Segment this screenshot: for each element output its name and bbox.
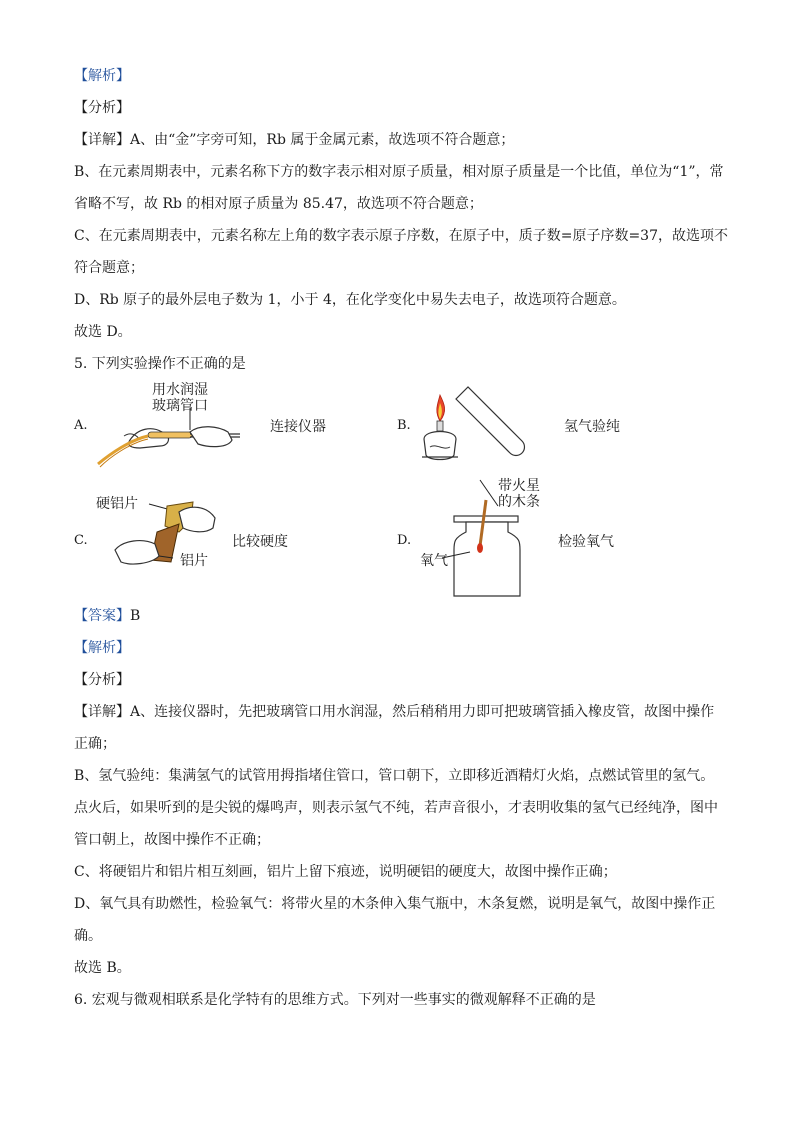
- explanation-text: A、由“金”字旁可知，Rb 属于金属元素，故选项不符合题意；: [130, 132, 515, 148]
- question-title: 5. 下列实验操作不正确的是: [74, 356, 246, 372]
- detail-tag: 【详解】: [74, 132, 130, 148]
- explanation-line: B、氢气验纯：集满氢气的试管用拇指堵住管口，管口朝下，立即移近酒精灯火焰，点燃试管里的氢气。: [74, 768, 715, 784]
- option-c-note: 硬铝片: [96, 496, 138, 512]
- option-a-note: 用水润湿: [152, 382, 208, 398]
- option-c-letter: C.: [74, 533, 88, 548]
- analysis-heading: 【解析】: [74, 640, 130, 656]
- explanation-line: C、在元素周期表中，元素名称左上角的数字表示原子序数，在原子中，质子数=原子序数=37，故选项不: [74, 228, 728, 244]
- option-d-note: 氧气: [420, 553, 448, 569]
- option-d-note: 带火星: [498, 478, 540, 494]
- option-c-note: 铝片: [180, 553, 208, 569]
- explanation-line: D、Rb 原子的最外层电子数为 1，小于 4，在化学变化中易失去电子，故选项符合题意。: [74, 292, 626, 308]
- conclusion-line: 故选 B。: [74, 960, 131, 976]
- explanation-line: 点火后，如果听到的是尖锐的爆鸣声，则表示氢气不纯，若声音很小，才表明收集的氢气已经纯净，图中: [74, 800, 718, 816]
- explanation-line: C、将硬铝片和铝片相互刻画，铝片上留下痕迹，说明硬铝的硬度大，故图中操作正确；: [74, 864, 617, 880]
- hardness-comparison-figure: [95, 498, 235, 578]
- option-d-letter: D.: [397, 533, 412, 548]
- option-a-label: 连接仪器: [270, 419, 326, 435]
- conclusion-line: 故选 D。: [74, 324, 132, 340]
- explanation-line: 确。: [74, 928, 102, 944]
- answer-tag: 【答案】: [74, 608, 130, 624]
- option-a-letter: A.: [74, 418, 88, 433]
- explanation-line: 符合题意；: [74, 260, 144, 276]
- oxygen-test-figure: [440, 480, 550, 600]
- explanation-line: D、氧气具有助燃性，检验氧气：将带火星的木条伸入集气瓶中，木条复燃，说明是氧气，故图中操作正: [74, 896, 716, 912]
- explanation-text: A、连接仪器时，先把玻璃管口用水润湿，然后稍稍用力即可把玻璃管插入橡皮管，故图中操作: [130, 704, 715, 720]
- explanation-line: 省略不写，故 Rb 的相对原子质量为 85.47，故选项不符合题意；: [74, 196, 483, 212]
- answer-value: B: [130, 608, 141, 624]
- option-a-note: 玻璃管口: [152, 398, 208, 414]
- option-b-label: 氢气验纯: [564, 419, 620, 435]
- answer-line: [74, 606, 140, 626]
- explanation-line: [74, 130, 514, 150]
- analysis-subheading: 【分析】: [74, 672, 130, 688]
- option-d-note: 的木条: [498, 494, 540, 510]
- analysis-subheading: 【分析】: [74, 100, 130, 116]
- option-c-label: 比较硬度: [232, 534, 288, 550]
- explanation-line: [74, 702, 714, 722]
- hydrogen-purity-test-figure: [410, 385, 530, 470]
- explanation-line: B、在元素周期表中，元素名称下方的数字表示相对原子质量，相对原子质量是一个比值，单位为“1”，常: [74, 164, 724, 180]
- explanation-line: 管口朝上，故图中操作不正确；: [74, 832, 270, 848]
- analysis-heading: 【解析】: [74, 68, 130, 84]
- detail-tag: 【详解】: [74, 704, 130, 720]
- explanation-line: 正确；: [74, 736, 116, 752]
- question-title: 6. 宏观与微观相联系是化学特有的思维方式。下列对一些事实的微观解释不正确的是: [74, 992, 596, 1008]
- option-b-letter: B.: [397, 418, 411, 433]
- option-d-label: 检验氧气: [558, 534, 614, 550]
- connect-apparatus-figure: [90, 410, 260, 470]
